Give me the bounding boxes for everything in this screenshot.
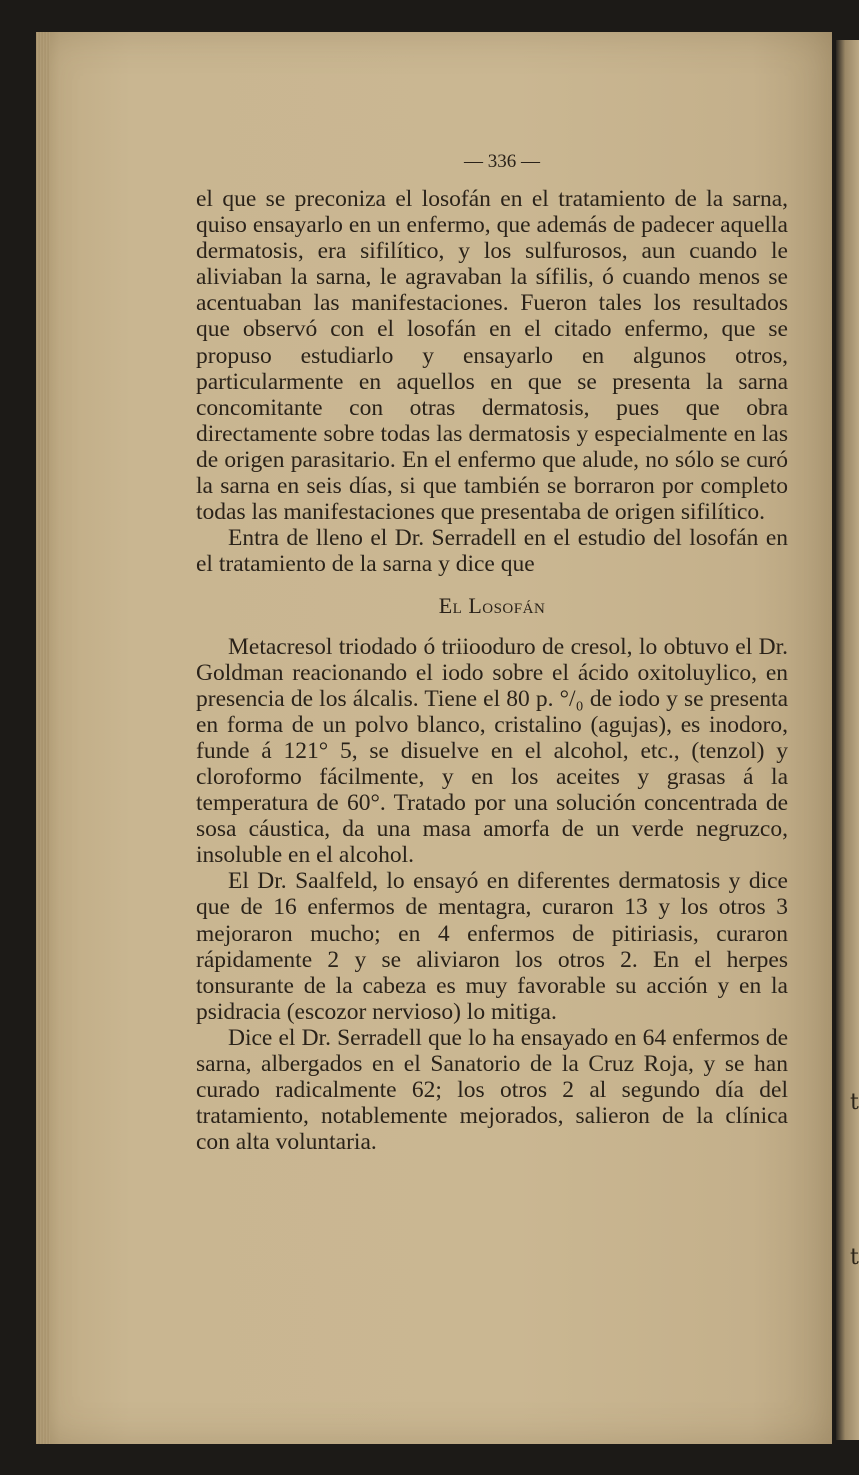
paragraph: El Dr. Saalfeld, lo ensayó en diferentes dermatosis y dice que de 16 enfermos de mentagra, curaron 13 y los otros 3 mejoraron mucho; en 4 enfermos de pitiriasis, curaron rápidamente 2 y se aliviaron los otros 2. En el herpes tonsurante de la cabeza es muy favorable su acción y en la psidracia (escozor nervioso) lo mitiga. — [196, 868, 788, 1025]
paragraph: Entra de lleno el Dr. Serradell en el estudio del losofán en el tratamiento de la sarna y dice que — [196, 525, 788, 578]
paragraph: Metacresol triodado ó triiooduro de cresol, lo obtuvo el Dr. Goldman reacionando el iodo sobre el ácido oxitoluylico, en presencia de los álcalis. Tiene el 80 p. °/₀ de iodo y se presenta en forma de un polvo blanco, cristalino (agujas), es inodoro, funde á 121° 5, se disuelve en el alcohol, etc., (tenzol) y cloroformo fácilmente, y en los aceites y grasas á la temperatura de 60°. Tratado por una solución concentrada de sosa cáustica, da una masa amorfa de un verde negruzco, insoluble en el alcohol. — [196, 633, 788, 869]
page-number: — 336 — — [464, 151, 540, 172]
adjacent-page-fragment: t — [850, 1245, 859, 1270]
page-text — [196, 150, 788, 1155]
page-stack-edge — [36, 32, 50, 1444]
adjacent-page-fragment: t — [850, 1090, 859, 1115]
paragraph: el que se preconiza el losofán en el tratamiento de la sarna, quiso ensayarlo en un enfermo, que además de padecer aquella dermatosis, era sifilítico, y los sulfurosos, aun cuando le aliviaban la sarna, le agravaban la sífilis, ó cuando menos se acentuaban las manifestaciones. Fueron tales los resultados que observó con el losofán en el citado enfermo, que se propuso estudiarlo y ensayarlo en algunos otros, particularmente en aquellos en que se presenta la sarna concomitante con otras dermatosis, pues que obra directamente sobre todas las dermatosis y especialmente en las de origen parasitario. En el enfermo que alude, no sólo se curó la sarna en seis días, si que también se borraron por completo todas las manifestaciones que presentaba de origen sifilítico. — [196, 186, 788, 526]
adjacent-page-edge — [836, 40, 859, 1440]
section-heading: El Losofán — [438, 593, 546, 619]
paragraph: Dice el Dr. Serradell que lo ha ensayado en 64 enfermos de sarna, albergados en el Sanatorio de la Cruz Roja, y se han curado radicalmente 62; los otros 2 al segundo día del tratamiento, notablemente mejorados, salieron de la clínica con alta voluntaria. — [196, 1024, 788, 1156]
